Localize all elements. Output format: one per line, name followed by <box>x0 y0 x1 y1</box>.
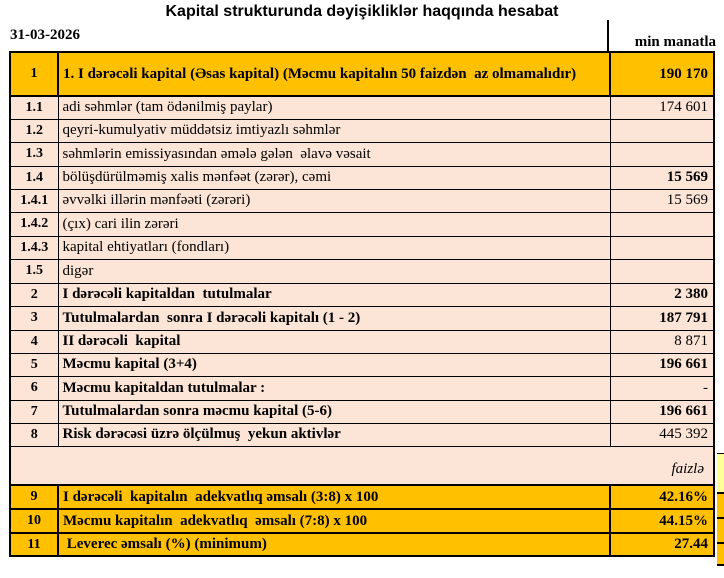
row-code: 11 <box>10 533 58 556</box>
table-row <box>10 189 714 212</box>
row-code: 7 <box>10 400 58 423</box>
row-label: Leverec əmsalı (%) (minimum) <box>58 533 610 556</box>
row-value: 42.16% <box>610 485 714 509</box>
table-row <box>10 142 714 166</box>
row-code: 1.2 <box>10 119 58 142</box>
row-value <box>610 142 714 166</box>
row-label: Risk dərəcəsi üzrə ölçülmuş yekun aktivlər <box>58 423 610 446</box>
row-value: 196 661 <box>610 400 714 423</box>
row-value <box>610 119 714 142</box>
table-row <box>10 423 714 446</box>
row-code: 1.3 <box>10 142 58 166</box>
capital-table-body <box>10 52 714 556</box>
row-label: səhmlərin emissiyasından əmələ gələn əlavə vəsait <box>58 142 610 166</box>
adjacent-cell-row10 <box>717 517 724 542</box>
row-label: (çıx) cari ilin zərəri <box>58 212 610 236</box>
row-code: 9 <box>10 485 58 509</box>
row-code: 4 <box>10 330 58 353</box>
row-code: 1.5 <box>10 259 58 283</box>
row-label: I dərəcəli kapitaldan tutulmalar <box>58 283 610 306</box>
table-row <box>10 330 714 353</box>
table-row <box>10 96 714 119</box>
row-code: 8 <box>10 423 58 446</box>
page-title: Kapital strukturunda dəyişikliklər haqqında hesabat <box>165 3 559 20</box>
row-value <box>610 236 714 259</box>
table-row <box>10 212 714 236</box>
table-row <box>10 166 714 189</box>
table-row <box>10 446 714 485</box>
row-value: 15 569 <box>610 189 714 212</box>
table-row <box>10 259 714 283</box>
row-code: 5 <box>10 353 58 376</box>
adjacent-column-strip <box>717 453 724 566</box>
table-row <box>10 283 714 306</box>
row-code: 1.1 <box>10 96 58 119</box>
row-code: 1.4 <box>10 166 58 189</box>
row-code: 1.4.2 <box>10 212 58 236</box>
row-value: 445 392 <box>610 423 714 446</box>
table-row <box>10 306 714 330</box>
row-value: 27.44 <box>610 533 714 556</box>
adjacent-cell-spacer <box>717 453 724 492</box>
unit-label: min manatla <box>607 20 722 51</box>
row-label: I dərəcəli kapitalın adekvatlıq əmsalı (3:8) x 100 <box>58 485 610 509</box>
row-value: 44.15% <box>610 509 714 533</box>
table-row <box>10 353 714 376</box>
row-code: 1.4.3 <box>10 236 58 259</box>
table-row <box>10 376 714 400</box>
row-value: - <box>610 376 714 400</box>
table-row <box>10 236 714 259</box>
row-code: 2 <box>10 283 58 306</box>
table-row <box>10 533 714 556</box>
row-label: əvvəlki illərin mənfəəti (zərəri) <box>58 189 610 212</box>
row-label: Tutulmalardan sonra I dərəcəli kapitalı (1 - 2) <box>58 306 610 330</box>
row-value: 15 569 <box>610 166 714 189</box>
row-label: Məcmu kapitaldan tutulmalar : <box>58 376 610 400</box>
capital-table <box>9 51 715 557</box>
table-row <box>10 52 714 96</box>
row-label: bölüşdürülməmiş xalis mənfəət (zərər), cəmi <box>58 166 610 189</box>
row-code: 10 <box>10 509 58 533</box>
row-label: kapital ehtiyatları (fondları) <box>58 236 610 259</box>
adjacent-cell-row11 <box>717 542 724 566</box>
row-label: qeyri-kumulyativ müddətsiz imtiyazlı səhmlər <box>58 119 610 142</box>
row-value <box>610 259 714 283</box>
row-code: 3 <box>10 306 58 330</box>
table-row <box>10 400 714 423</box>
table-row <box>10 485 714 509</box>
row-label: 1. I dərəcəli kapital (Əsas kapital) (Məcmu kapitalın 50 faizdən az olmamalıdır) <box>58 52 610 96</box>
row-label: Məcmu kapitalın adekvatlıq əmsalı (7:8) x 100 <box>58 509 610 533</box>
table-row <box>10 509 714 533</box>
row-value: 174 601 <box>610 96 714 119</box>
row-value: 196 661 <box>610 353 714 376</box>
row-value: 8 871 <box>610 330 714 353</box>
row-value: 190 170 <box>610 52 714 96</box>
row-code: 6 <box>10 376 58 400</box>
row-value <box>610 212 714 236</box>
row-code: 1 <box>10 52 58 96</box>
row-label: II dərəcəli kapital <box>58 330 610 353</box>
adjacent-cell-row9 <box>717 492 724 517</box>
row-label: digər <box>58 259 610 283</box>
row-code: 1.4.1 <box>10 189 58 212</box>
table-row <box>10 119 714 142</box>
row-label: Tutulmalardan sonra məcmu kapital (5-6) <box>58 400 610 423</box>
percent-unit-note: faizlə <box>10 446 714 485</box>
row-value: 187 791 <box>610 306 714 330</box>
report-date: 31-03-2026 <box>10 27 80 43</box>
row-label: Məcmu kapital (3+4) <box>58 353 610 376</box>
row-value: 2 380 <box>610 283 714 306</box>
row-label: adi səhmlər (tam ödənilmiş paylar) <box>58 96 610 119</box>
